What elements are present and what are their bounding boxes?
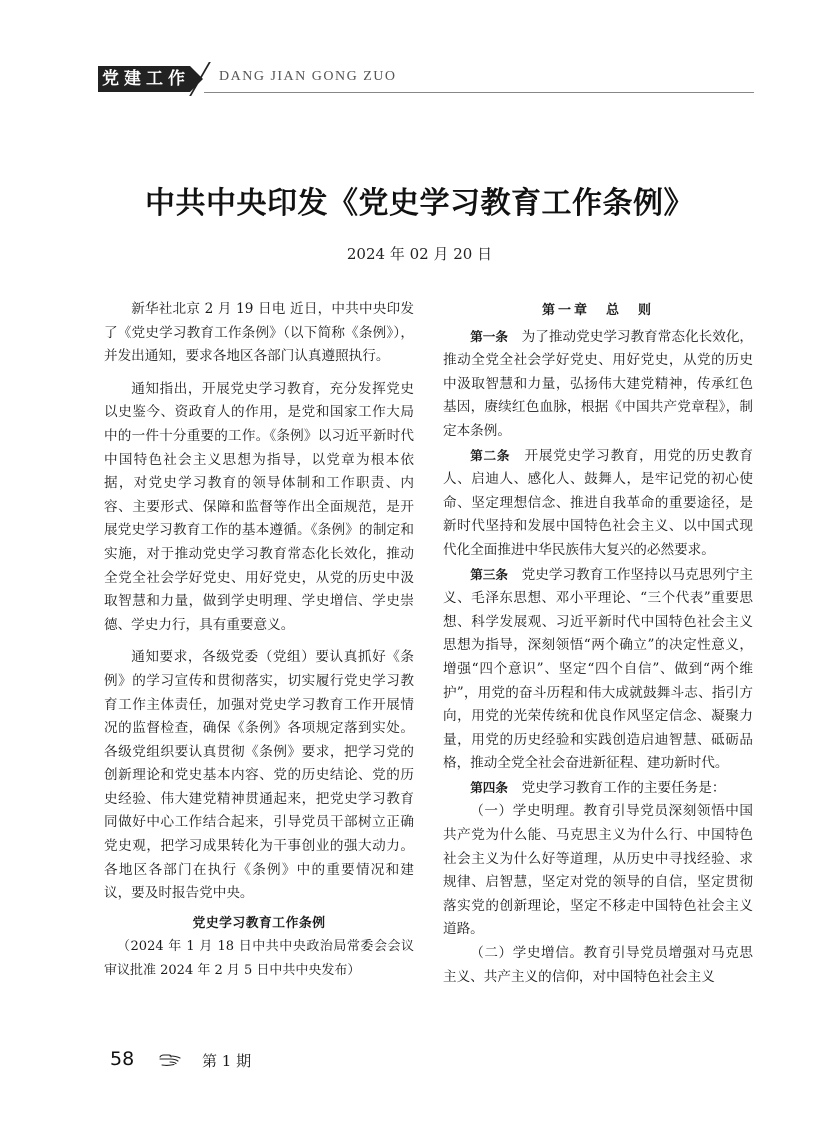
section-tag-arrow	[190, 66, 203, 92]
paragraph: 新华社北京 2 月 19 日电 近日，中共中央印发了《党史学习教育工作条例》（以下简称《条例》），并发出通知，要求各地区各部门认真遵照执行。	[104, 301, 414, 365]
article-1	[443, 325, 753, 444]
article-text: 党史学习教育工作的主要任务是：	[521, 779, 726, 796]
list-item: （一）学史明理。教育引导党员深刻领悟中国共产党为什么能、马克思主义为什么行、中国特色社会主义为什么好等道理，从历史中寻找经验、求规律、启智慧，坚定对党的领导的自信，坚定贯彻落实党的创新理论，坚定不移走中国特色社会主义道路。	[443, 803, 753, 938]
chapter-heading: 第一章 总 则	[541, 303, 654, 318]
list-item: （二）学史增信。教育引导党员增强对马克思主义、共产主义的信仰，对中国特色社会主义	[443, 945, 753, 985]
article-label: 第二条	[470, 447, 511, 463]
regulation-note: （2024 年 1 月 18 日中共中央政治局常委会会议审议批准 2024 年 2 月 5 日中共中央发布）	[104, 939, 414, 979]
article-2	[443, 444, 753, 563]
article-label: 第一条	[470, 328, 509, 344]
regulation-title: 党史学习教育工作条例	[192, 915, 326, 931]
page-number: 58	[110, 1048, 135, 1070]
section-tag: 党建工作	[98, 66, 190, 92]
article-text: 开展党史学习教育，用党的历史教育人、启迪人、感化人、鼓舞人，是牢记党的初心使命、坚定理想信念、推进自我革命的重要途径，是新时代坚持和发展中国特色社会主义、以中国式现代化全面推进中华民族伟大复兴的必然要求。	[443, 447, 754, 558]
article-label: 第四条	[470, 779, 508, 795]
left-column	[104, 298, 414, 983]
issue-label: 第 1 期	[202, 1052, 252, 1070]
section-header	[98, 62, 754, 96]
article-date: 2024 年 02 月 20 日	[346, 245, 493, 263]
article-label: 第三条	[470, 566, 509, 582]
paragraph: 通知指出，开展党史学习教育，充分发挥党史以史鉴今、资政育人的作用，是党和国家工作大局中的一件十分重要的工作。《条例》以习近平新时代中国特色社会主义思想为指导，以党章为根本依据，对党史学习教育的领导体制和工作职责、内容、主要形式、保障和监督等作出全面规范，是开展党史学习教育工作的基本遵循。《条例》的制定和实施，对于推动党史学习教育常态化长效化，推动全党全社会学好党史、用好党史，从党的历史中汲取智慧和力量，做到学史明理、学史增信、学史崇德、学史力行，具有重要意义。	[104, 380, 414, 633]
article-3	[443, 563, 753, 776]
right-column	[443, 298, 753, 989]
article-text: 为了推动党史学习教育常态化长效化，推动全党全社会学好党史、用好党史，从党的历史中汲取智慧和力量，弘扬伟大建党精神，传承红色基因，赓续红色血脉，根据《中国共产党章程》，制定本条例。	[443, 328, 754, 439]
article-title: 中共中央印发《党史学习教育工作条例》	[145, 186, 694, 221]
article-4	[443, 776, 753, 801]
section-english-name: DANG JIAN GONG ZUO	[219, 69, 397, 84]
pointing-hand-icon	[158, 1052, 182, 1068]
header-rule	[204, 92, 754, 93]
paragraph: 通知要求，各级党委（党组）要认真抓好《条例》的学习宣传和贯彻落实，切实履行党史学习教育工作主体责任，加强对党史学习教育工作开展情况的监督检查，确保《条例》各项规定落到实处。各级党组织要认真贯彻《条例》要求，把学习党的创新理论和党史基本内容、党的历史结论、党的历史经验、伟大建党精神贯通起来，把党史学习教育同做好中心工作结合起来，引导党员干部树立正确党史观，把学习成果转化为干事创业的强大动力。各地区各部门在执行《条例》中的重要情况和建议，要及时报告党中央。	[104, 649, 414, 902]
article-text: 党史学习教育工作坚持以马克思列宁主义、毛泽东思想、邓小平理论、“三个代表”重要思想、科学发展观、习近平新时代中国特色社会主义思想为指导，深刻领悟“两个确立”的决定性意义，增强“四个意识”、坚定“四个自信”、做到“两个维护”，用党的奋斗历程和伟大成就鼓舞斗志、指引方向，用党的光荣传统和优良作风坚定信念、凝聚力量，用党的历史经验和实践创造启迪智慧、砥砺品格，推动全党全社会奋进新征程、建功新时代。	[443, 566, 754, 772]
